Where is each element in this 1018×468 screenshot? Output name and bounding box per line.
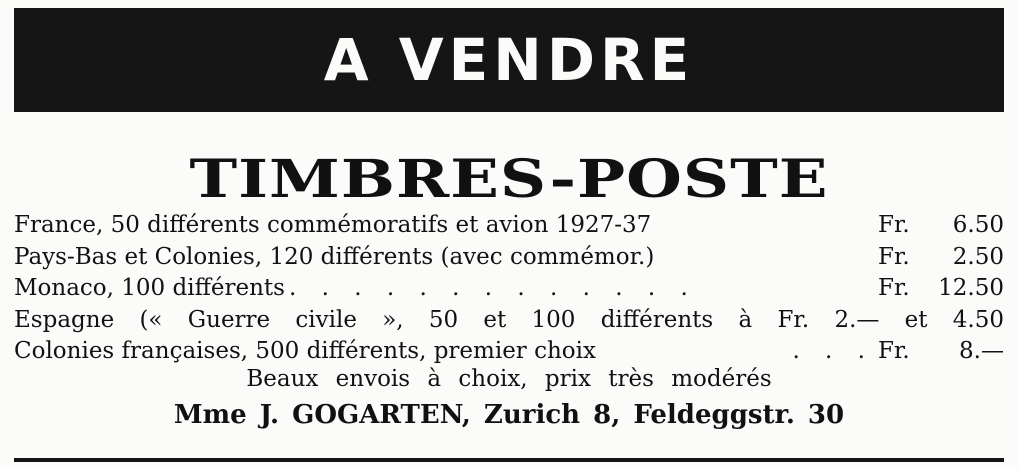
- item-currency: Fr.: [878, 243, 910, 270]
- item-description: France, 50 différents commémoratifs et avion 1927-37: [14, 212, 652, 238]
- price-list: [14, 210, 1004, 368]
- list-item: [14, 210, 1004, 242]
- item-price: 2.50: [952, 243, 1004, 270]
- dot-leader: . . . . . . . . . . . . .: [288, 275, 697, 301]
- item-description: Pays-Bas et Colonies, 120 différents (avec commémor.): [14, 243, 655, 270]
- tagline: Beaux envois à choix, prix très modérés: [246, 366, 772, 392]
- banner: [14, 8, 1004, 112]
- item-price: 12.50: [938, 275, 1004, 301]
- headline: TIMBRES-POSTE: [189, 148, 829, 211]
- list-item: [14, 305, 1004, 337]
- contact-address: Mme J. GOGARTEN, Zurich 8, Feldeggstr. 30: [173, 400, 845, 430]
- item-description: Monaco, 100 différents: [14, 275, 285, 301]
- item-price: 6.50: [952, 212, 1004, 238]
- item-price: 8.—: [959, 338, 1004, 364]
- list-item: [14, 336, 1004, 368]
- list-item: [14, 273, 1004, 305]
- item-description: Colonies françaises, 500 différents, premier choix: [14, 338, 596, 364]
- dot-leader: . . .: [792, 338, 874, 364]
- item-description: Espagne (« Guerre civile », 50 et 100 différents à Fr. 2.— et 4.50: [14, 306, 1004, 333]
- banner-title: A VENDRE: [323, 26, 695, 94]
- item-currency: Fr.: [878, 275, 910, 301]
- list-item: [14, 242, 1004, 274]
- item-currency: Fr.: [878, 212, 910, 238]
- bottom-rule: [14, 458, 1004, 462]
- item-currency: Fr.: [878, 338, 910, 364]
